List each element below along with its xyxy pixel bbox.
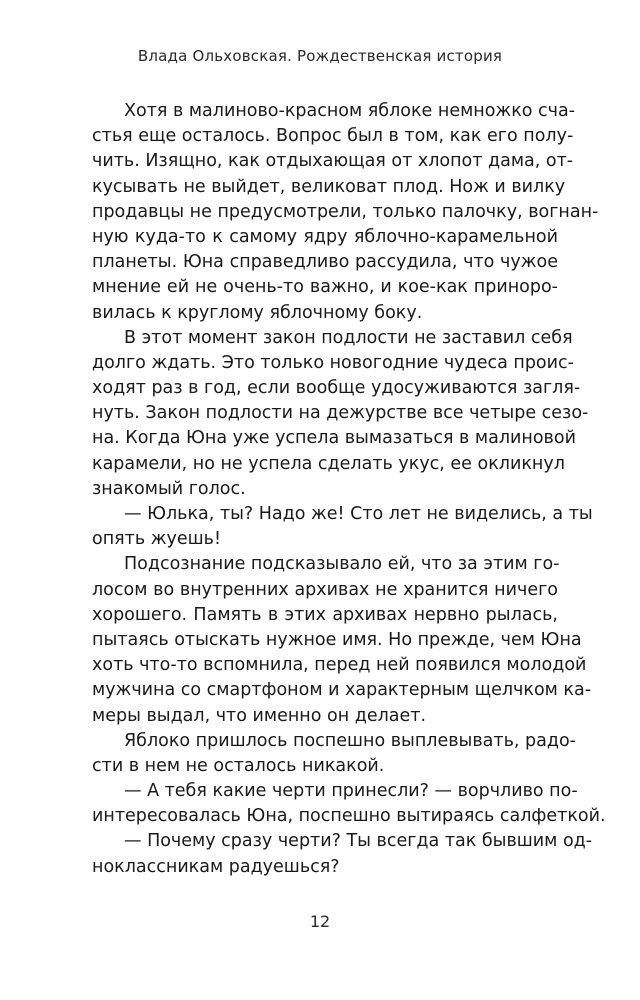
text-line: Яблоко пришлось поспешно выплевывать, радо-	[124, 730, 576, 751]
text-line: знакомый голос.	[92, 478, 246, 499]
text-line: планеты. Юна справедливо рассудила, что чужое	[92, 252, 558, 273]
text-line: карамели, но не успела сделать укус, ее окликнул	[92, 453, 565, 474]
text-line: Хотя в малиново-красном яблоке немножко сча-	[124, 101, 576, 121]
text-line: ную куда-то к самому ядру яблочно-карамельной	[92, 226, 558, 247]
text-line: продавцы не предусмотрели, только палочку, вогнан-	[92, 201, 599, 222]
text-line: — Юлька, ты? Надо же! Сто лет не виделись, а ты	[124, 504, 593, 524]
text-line: — Почему сразу черти? Ты всегда так бывшим од-	[124, 831, 593, 852]
text-line: мужчина со смартфоном и характерным щелчком ка-	[92, 680, 592, 701]
text-line: ноклассникам радуешься?	[92, 856, 340, 877]
text-line: хоть что-то вспомнила, перед ней появился молодой	[92, 655, 587, 676]
body-text	[92, 99, 606, 880]
text-line: ходят раз в год, если вообще удосуживаются загля-	[92, 378, 581, 399]
text-line: нуть. Закон подлости на дежурстве все четыре сезо-	[92, 403, 589, 424]
page-number: 12	[309, 912, 331, 931]
text-line: долго ждать. Это только новогодние чудеса проис-	[92, 352, 574, 373]
text-line: лосом во внутренних архивах не хранится ничего	[92, 579, 558, 600]
text-line: чить. Изящно, как отдыхающая от хлопот дама, от-	[92, 151, 574, 172]
text-line: Подсознание подсказывало ей, что за этим го-	[124, 554, 560, 575]
text-line: на. Когда Юна уже успела вымазаться в малиновой	[92, 428, 576, 449]
text-line: пытаясь отыскать нужное имя. Но прежде, чем Юна	[92, 629, 582, 650]
text-line: опять жуешь!	[92, 529, 221, 550]
running-header: Влада Ольховская. Рождественская история	[137, 47, 503, 65]
text-line: кусывать не выйдет, великоват плод. Нож и вилку	[92, 176, 566, 197]
text-line: вилась к круглому яблочному боку.	[92, 302, 423, 323]
text-line: — А тебя какие черти принесли? — ворчливо по-	[124, 781, 578, 802]
text-line: сти в нем не осталось никакой.	[92, 755, 385, 776]
text-line: меры выдал, что именно он делает.	[92, 705, 427, 726]
text-line: стья еще осталось. Вопрос был в том, как его полу-	[92, 126, 574, 147]
text-line: интересовалась Юна, поспешно вытираясь салфеткой.	[92, 806, 606, 827]
text-line: мнение ей не очень-то важно, и кое-как приноро-	[92, 277, 558, 298]
text-line: хорошего. Память в этих архивах нервно рылась,	[92, 604, 558, 625]
text-line: В этот момент закон подлости не заставил себя	[124, 327, 573, 348]
